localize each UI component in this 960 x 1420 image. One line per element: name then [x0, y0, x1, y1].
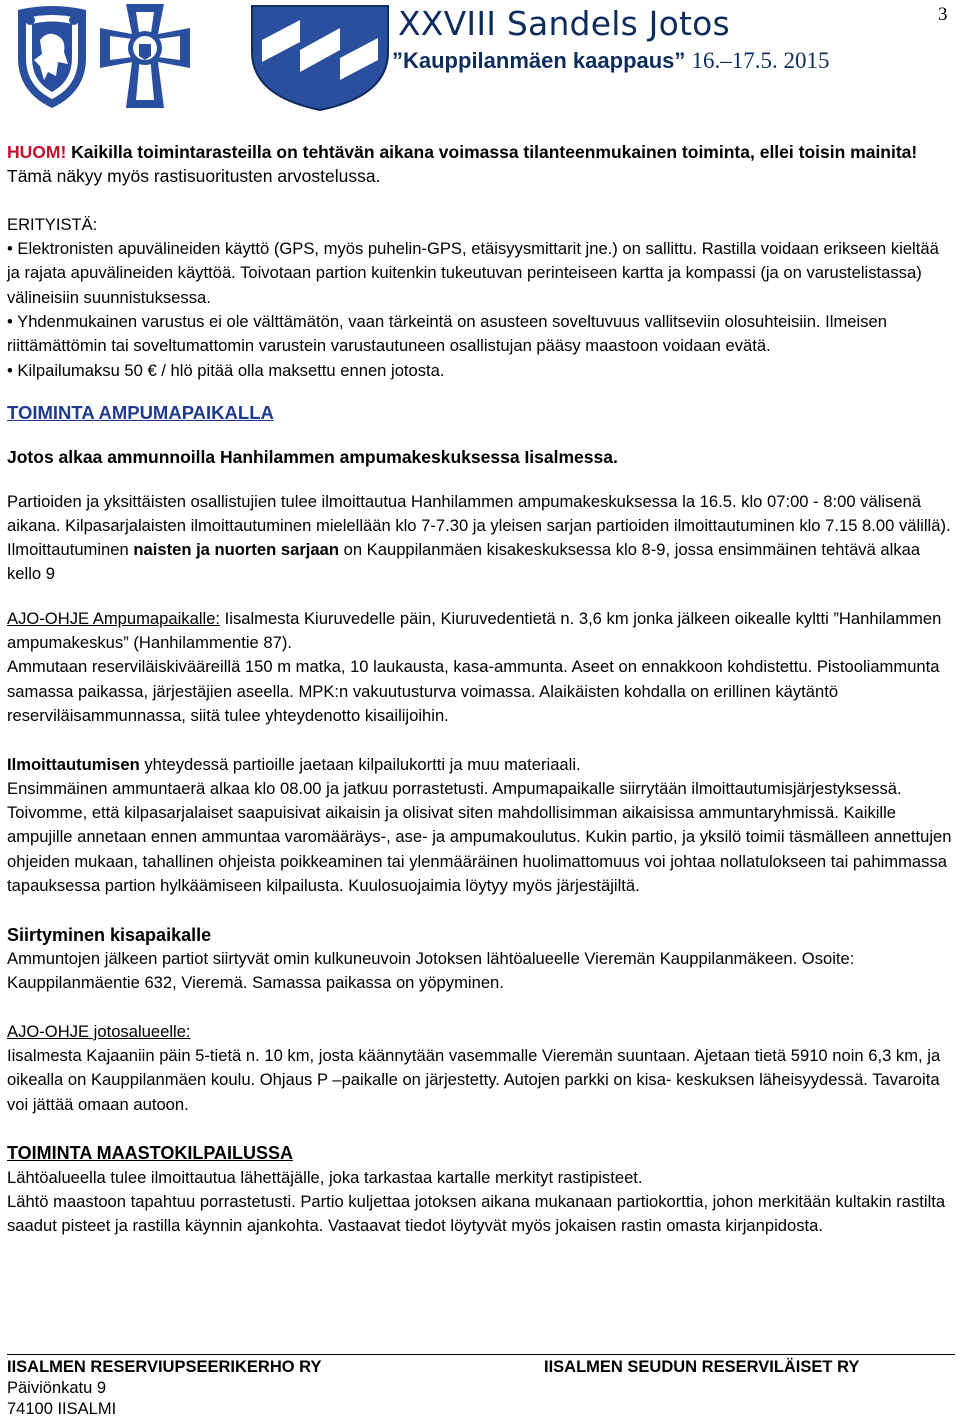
huom-label: HUOM! — [7, 142, 67, 162]
document-body — [7, 140, 955, 1238]
footer-city: 74100 IISALMI — [7, 1400, 117, 1418]
shooting-heading: TOIMINTA AMPUMAPAIKALLA — [7, 401, 274, 423]
document-title: XXVIII Sandels Jotos — [398, 4, 730, 43]
footer-street-address: Päiviönkatu 9 — [7, 1379, 107, 1397]
footer-divider — [7, 1354, 955, 1355]
special-bullet-gps-b: Toivotaan partion kuitenkin tukeutuvan perinteiseen kartta ja kompassi (ja on varustelistassa) välineisiin suunnistuksessa. — [7, 263, 922, 307]
transfer-heading: Siirtyminen kisapaikalle — [7, 924, 212, 945]
shooting-checkin — [7, 753, 955, 777]
special-bullet-gps — [7, 237, 955, 310]
terrain-heading: TOIMINTA MAASTOKILPAILUSSA — [7, 1143, 293, 1164]
shooting-first-round — [7, 777, 955, 898]
shooting-lead: Jotos alkaa ammunnoilla Hanhilammen ampumakeskuksessa Iisalmessa. — [7, 447, 618, 468]
shooting-rifle — [7, 655, 955, 728]
terrain-paragraph-1: Lähtöalueella tulee ilmoittautua lähettäjälle, joka tarkastaa kartalle merkityt rastipisteet. — [7, 1167, 643, 1187]
event-name: ”Kauppilanmäen kaappaus” — [392, 48, 692, 73]
unit-shield-emblem-icon — [252, 6, 388, 110]
shooting-directions-text: Iisalmesta Kiuruvedelle päin, Kiuruvedentietä n. 3,6 km jonka jälkeen oikealle kyltti ”Hanhilammen ampumakeskus” (Hanhilammentie 87). — [7, 608, 942, 653]
blue-cross-emblem-icon — [100, 4, 190, 108]
footer-right-organization: IISALMEN SEUDUN RESERVILÄISET RY — [544, 1358, 860, 1376]
shooting-directions-label: AJO-OHJE Ampumapaikalle: — [7, 608, 221, 628]
terrain-paragraph-2: Lähtö maastoon tapahtuu porrastetusti. Partio kuljettaa jotoksen aikana mukanaan partiokorttia, johon merkitään kultakin rastilta saadut pisteet ja rastilla käynnin ajankohta. Vastaavat tiedot löytyvät myös jokaisen rastin omasta kirjanpidosta. — [7, 1191, 946, 1236]
registration-c: Ilmoittautuminen — [7, 540, 134, 560]
special-bullet-equipment-a: • Yhdenmukainen varustus ei ole välttämätön, vaan tärkeintä on asusteen soveltuvuus vallitseviin olosuhteisiin. — [7, 312, 821, 332]
huom-text: Kaikilla toimintarasteilla on tehtävän aikana voimassa tilanteenmukainen toiminta, ellei toisin mainita! — [66, 142, 918, 162]
checkin-text: yhteydessä partioille jaetaan kilpailukortti ja muu materiaali. — [139, 754, 581, 774]
event-dates: 16.–17.5. 2015 — [691, 48, 830, 73]
special-bullet-equipment — [7, 310, 955, 359]
registration-bold: naisten ja nuorten sarjaan — [133, 540, 339, 560]
special-bullet-fee: • Kilpailumaksu 50 € / hlö pitää olla maksettu ennen jotosta. — [7, 360, 445, 380]
transfer-directions-text: Iisalmesta Kajaaniin päin 5-tietä n. 10 km, josta käännytään vasemmalle Vieremän suuntaan. Ajetaan tietä 5910 noin 6,3 km, ja oikealla on Kauppilanmäen koulu. Ohjaus P –paikalle on järjestetty. Autojen parkki on kisa- keskuksen läheisyydessä. Tavaroita voi jättää omaan autoon. — [7, 1046, 941, 1114]
shooting-directions — [7, 607, 955, 656]
transfer-directions-label: AJO-OHJE jotosalueelle: — [7, 1021, 191, 1041]
special-bullet-equipment-b: Ilmeisen riittämättömin tai soveltumattomin varustein varustautuneen osallistujan pääsy maastoon voidaan evätä. — [7, 312, 887, 356]
huom-notice — [7, 140, 955, 189]
first-round-b: Ampumapaikalle siirrytään ilmoittautumisjärjestyksessä. Toivomme, että kilpasarjalaiset saapuisivat aikaisin ja olisivat siten mahdollisimman aikaisissa ammuntaryhmissä. Kaikille ampujille annetaan ennen ammuntaa varomääräys-, ase- ja ampumakoulutus. Kukin partio, ja yksilö toimii täsmälleen annettujen ohjeiden mukaan, tahallinen ohjeista poikkeaminen tai ylenmääräinen huolimattomuus voi johtaa nollatulokseen tai pahimmassa tapauksessa partion hylkäämiseen kilpailusta. Kuulosuojaimia löytyy myös järjestäjiltä. — [7, 778, 952, 896]
registration-b: Kilpasarjalaisten ilmoittautuminen mielellään klo 7-7.30 ja yleisen sarjan partioiden ilmoittautuminen klo 7.15 8.00 välillä). — [60, 515, 951, 535]
shooting-rifle-a: Ammutaan reserviläiskivääreillä 150 m matka, 10 laukausta, kasa-ammunta. — [7, 657, 568, 677]
first-round-a: Ensimmäinen ammuntaerä alkaa klo 08.00 ja jatkuu porrastetusti. — [7, 778, 489, 798]
special-title: ERITYISTÄ: — [7, 214, 98, 234]
transfer-text: Ammuntojen jälkeen partiot siirtyvät omin kulkuneuvoin Jotoksen lähtöalueelle Vieremän Kauppilanmäkeen. Osoite: Kauppilanmäentie 632, Vieremä. Samassa paikassa on yöpyminen. — [7, 948, 855, 993]
special-bullet-gps-a: • Elektronisten apuvälineiden käyttö (GPS, myös puhelin-GPS, etäisyysmittarit jne.) on sallittu. Rastilla voidaan erikseen kieltää ja rajata apuvälineiden käyttöä. — [7, 239, 939, 283]
shooting-registration — [7, 490, 955, 587]
huom-text-2: Tämä näkyy myös rastisuoritusten arvostelussa. — [7, 166, 381, 187]
header-logos — [0, 0, 395, 112]
lion-shield-emblem-icon — [18, 6, 86, 108]
document-subtitle — [392, 48, 830, 74]
shooting-rifle-b: Aseet on ennakkoon kohdistettu. Pistooliammunta samassa paikassa, järjestäjien aseella. MPK:n vakuutusturva voimassa. Alaikäisten kohdalla on erillinen käytäntö reserviläisammunnassa, siitä tulee yhteydenotto kisailijoihin. — [7, 657, 940, 725]
registration-a: Partioiden ja yksittäisten osallistujien tulee ilmoittautua Hanhilammen ampumakeskuksessa la 16.5. klo 07:00 - 8:00 välisenä aikana. — [7, 491, 922, 535]
checkin-bold: Ilmoittautumisen — [7, 754, 140, 774]
page-number: 3 — [938, 4, 948, 25]
registration-d: on Kauppilanmäen kisakeskuksessa klo 8-9, jossa ensimmäinen tehtävä alkaa kello 9 — [7, 540, 921, 584]
footer-left-organization: IISALMEN RESERVIUPSEERIKERHO RY — [7, 1358, 322, 1376]
